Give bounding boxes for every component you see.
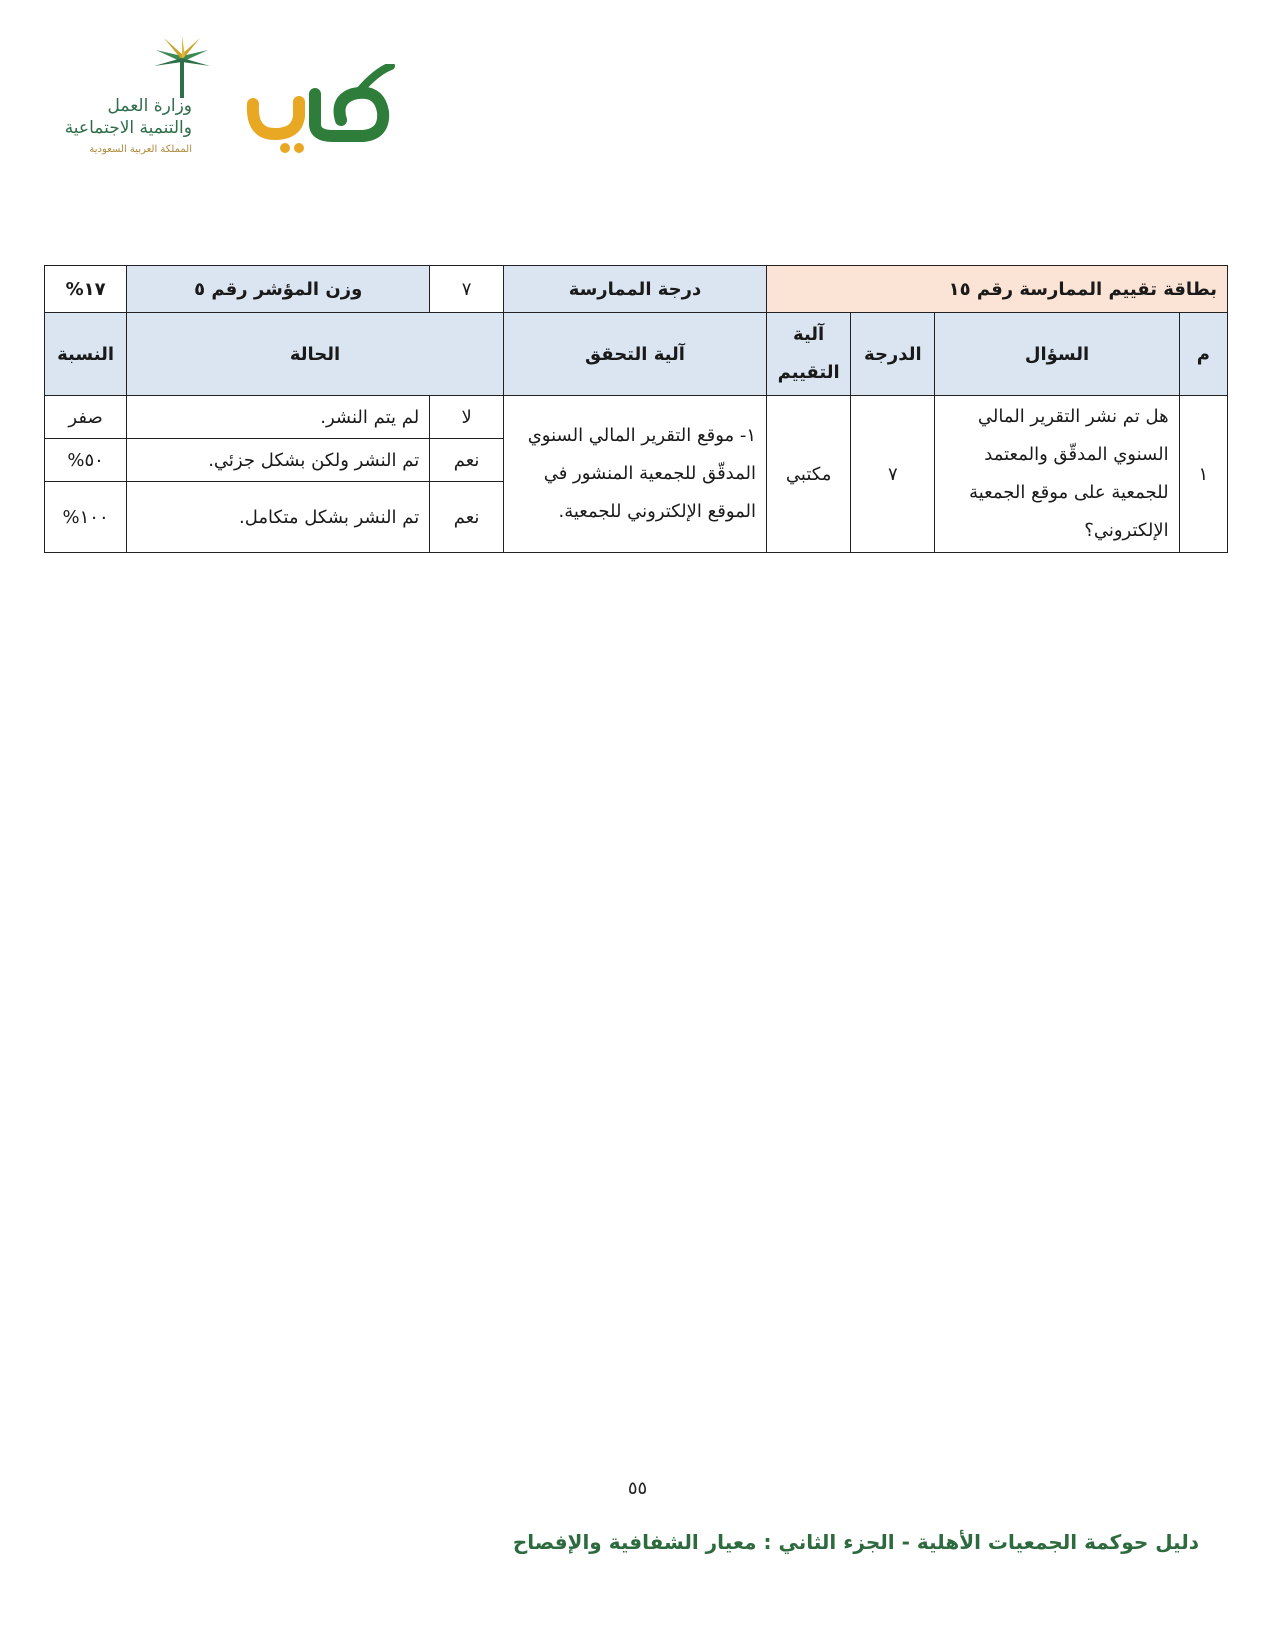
col-header-status: الحالة <box>127 313 504 396</box>
status-answer: نعم <box>430 482 504 553</box>
status-text: لم يتم النشر. <box>127 396 430 439</box>
status-answer: لا <box>430 396 504 439</box>
card-title: بطاقة تقييم الممارسة رقم ١٥ <box>767 266 1228 313</box>
status-ratio: صفر <box>45 396 127 439</box>
row-question: هل تم نشر التقرير المالي السنوي المدقّق والمعتمد للجمعية على موقع الجمعية الإلكتروني؟ <box>935 396 1179 553</box>
row-num: ١ <box>1179 396 1227 553</box>
ministry-name-line1: وزارة العمل <box>107 96 192 116</box>
evaluation-card-table <box>44 265 1228 553</box>
footer-title: دليل حوكمة الجمعيات الأهلية - الجزء الثاني : معيار الشفافية والإفصاح <box>512 1530 1199 1554</box>
status-answer: نعم <box>430 439 504 482</box>
ministry-country: المملكة العربية السعودية <box>89 144 192 155</box>
status-text: تم النشر بشكل متكامل. <box>127 482 430 553</box>
ministry-name-line2: والتنمية الاجتماعية <box>64 118 192 138</box>
status-text: تم النشر ولكن بشكل جزئي. <box>127 439 430 482</box>
page-number: ٥٥ <box>627 1478 648 1499</box>
practice-score-label: درجة الممارسة <box>503 266 766 313</box>
col-header-question: السؤال <box>935 313 1179 396</box>
column-header-row <box>45 313 1228 396</box>
brand-logo <box>245 64 395 154</box>
col-header-num: م <box>1179 313 1227 396</box>
col-header-eval-method: آلية التقييم <box>767 313 851 396</box>
status-ratio: ٥٠% <box>45 439 127 482</box>
palm-tree-icon <box>152 36 212 98</box>
col-header-verification: آلية التحقق <box>503 313 766 396</box>
col-header-ratio: النسبة <box>45 313 127 396</box>
indicator-weight-value: ١٧% <box>45 266 127 313</box>
col-header-score: الدرجة <box>851 313 935 396</box>
status-ratio: ١٠٠% <box>45 482 127 553</box>
row-eval-method: مكتبي <box>767 396 851 553</box>
ministry-logo <box>62 36 202 166</box>
table-row <box>45 396 1228 439</box>
practice-score-value: ٧ <box>430 266 504 313</box>
row-verification: ١- موقع التقرير المالي السنوي المدقّق للجمعية المنشور في الموقع الإلكتروني للجمعية. <box>503 396 766 553</box>
row-score: ٧ <box>851 396 935 553</box>
card-title-row <box>45 266 1228 313</box>
indicator-weight-label: وزن المؤشر رقم ٥ <box>127 266 430 313</box>
